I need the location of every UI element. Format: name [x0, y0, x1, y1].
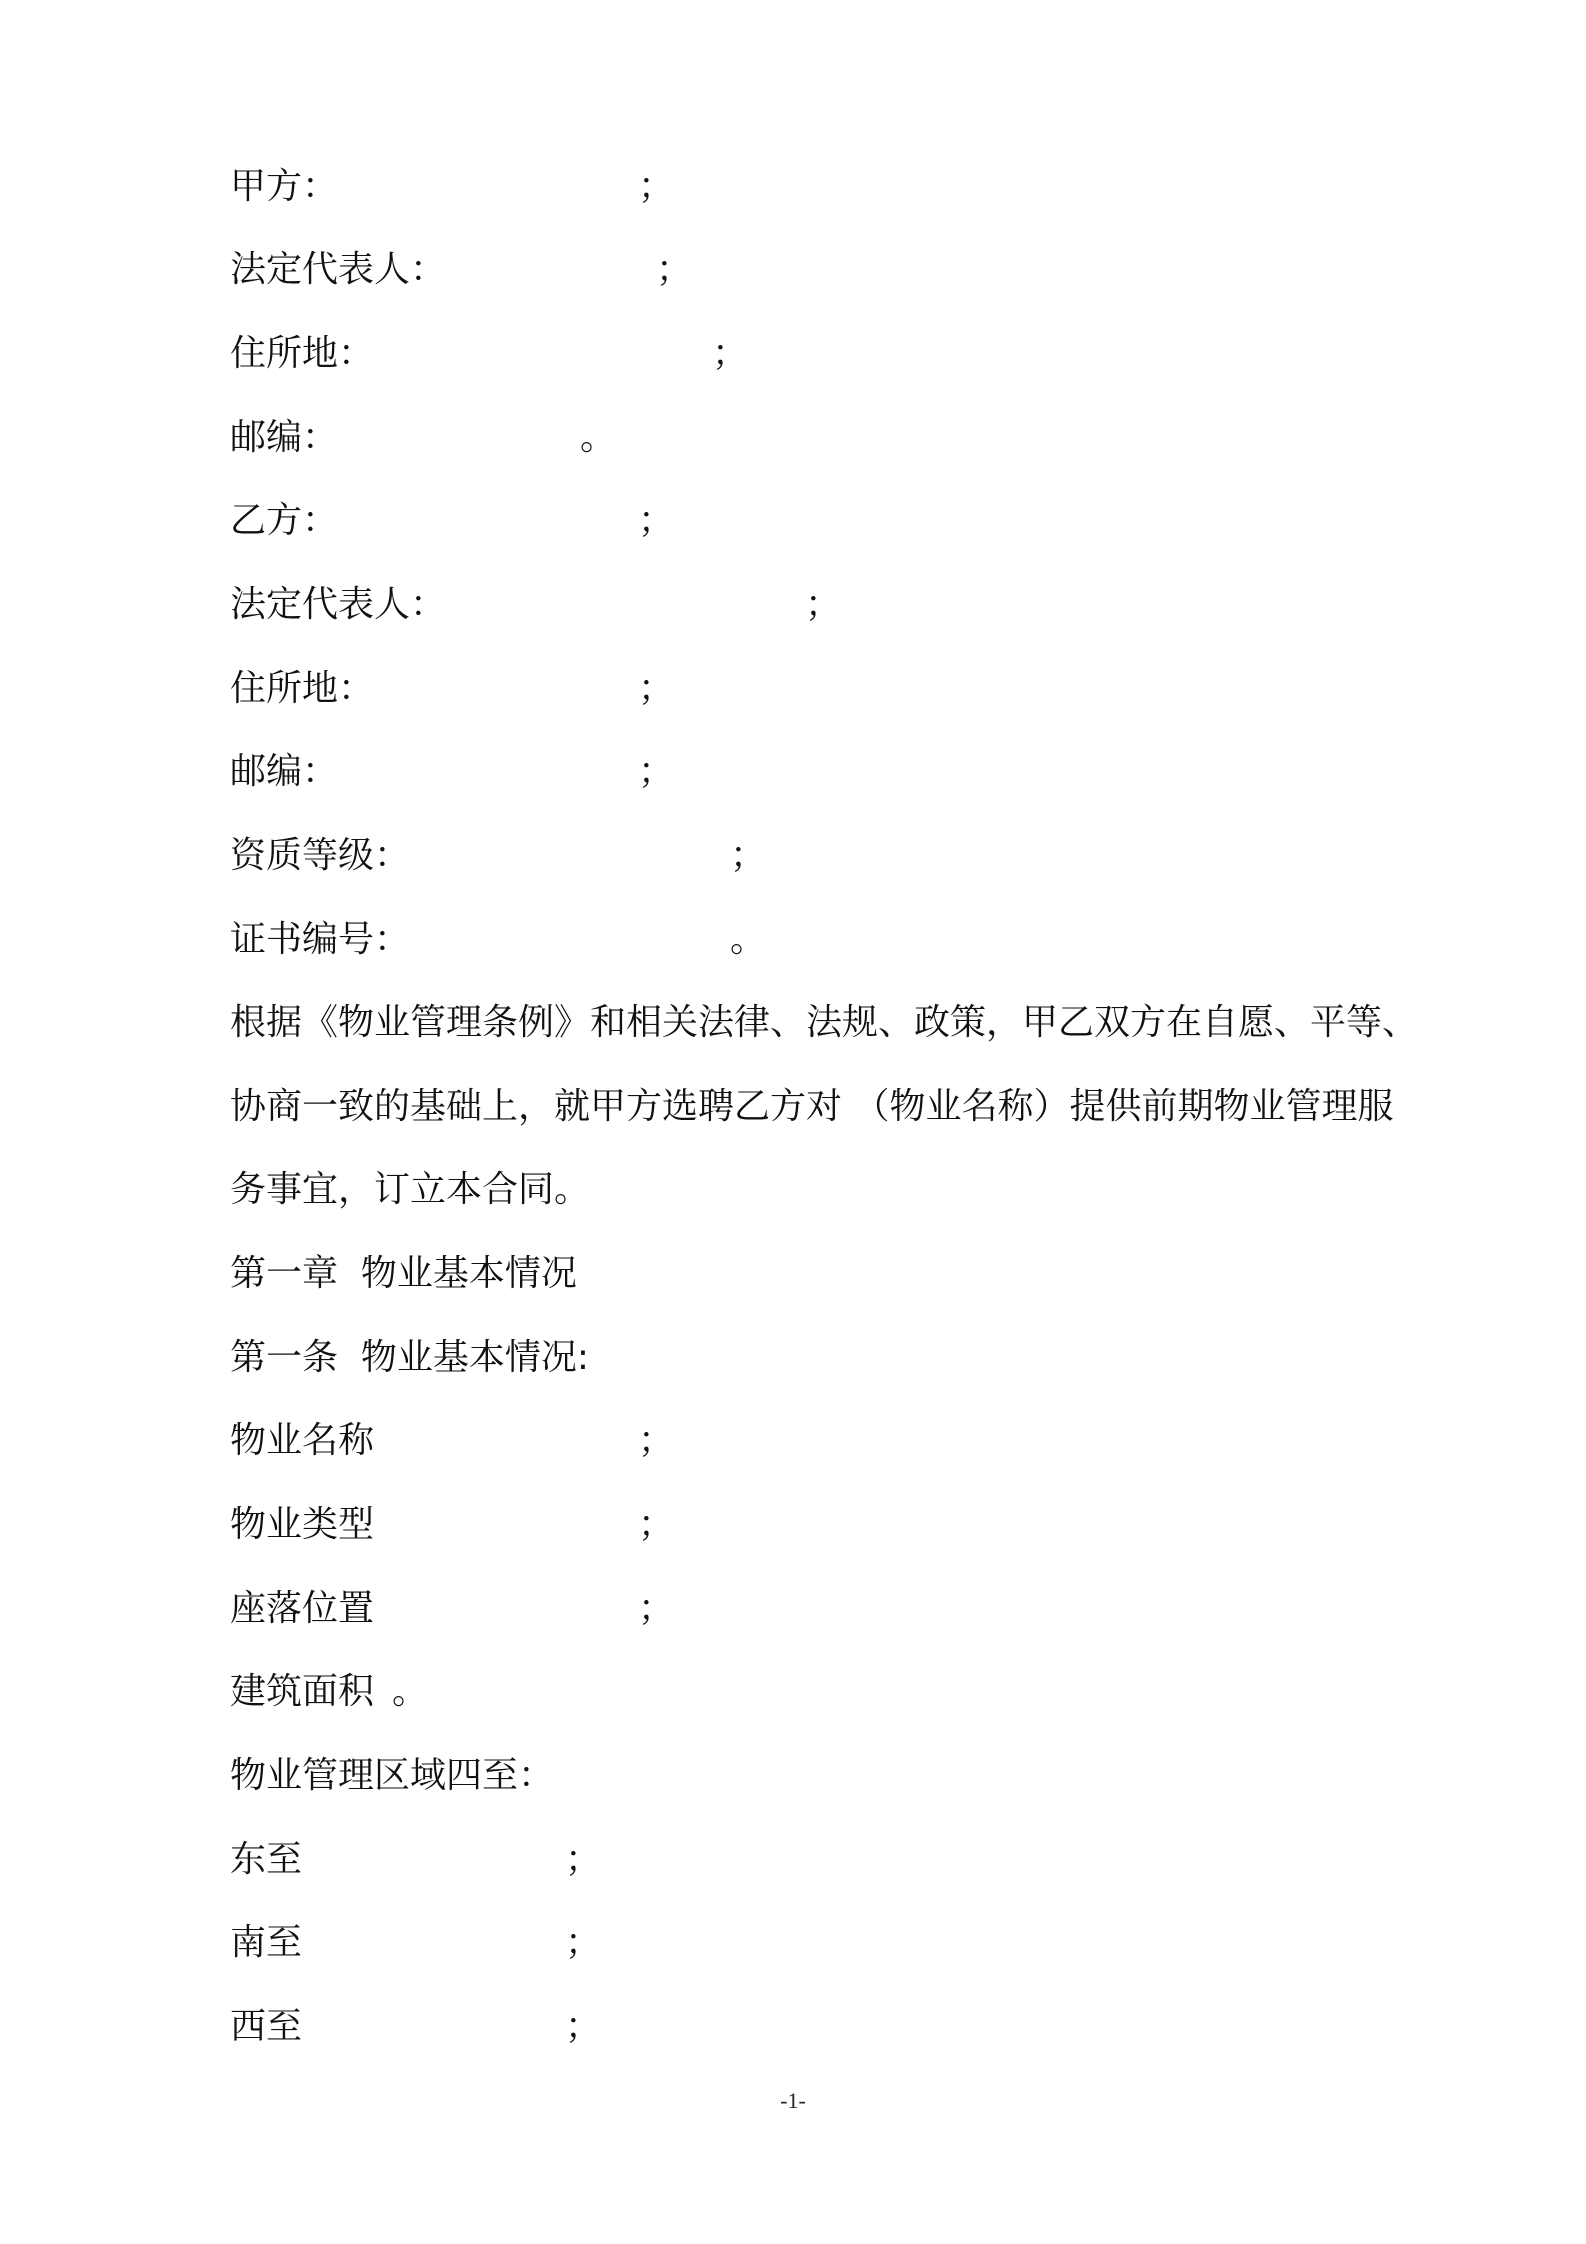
party-b-postcode-end: ； — [638, 751, 675, 792]
certificate-number-end: 。 — [730, 919, 767, 960]
property-name-label: 物业名称 — [230, 1420, 375, 1461]
article-title: 第一条 物业基本情况: — [230, 1337, 590, 1378]
party-a-address-end: ； — [712, 333, 749, 374]
party-b-representative-label: 法定代表人： — [230, 584, 447, 625]
west-boundary-end: ； — [565, 2006, 602, 2047]
property-type-label: 物业类型 — [230, 1504, 375, 1545]
party-a-postcode-label: 邮编： — [230, 417, 339, 458]
page-number: -1- — [780, 2088, 806, 2113]
party-b-label: 乙方： — [230, 500, 339, 541]
party-b-address-end: ； — [638, 668, 675, 709]
party-b-representative-end: ； — [805, 584, 842, 625]
party-b-address-label: 住所地： — [230, 668, 375, 709]
qualification-level-end: ； — [730, 835, 767, 876]
party-a-postcode-end: 。 — [580, 417, 617, 458]
south-boundary-end: ； — [565, 1922, 602, 1963]
east-boundary-label: 东至 — [230, 1839, 303, 1880]
building-area-end: 。 — [392, 1671, 429, 1712]
intro-line-3: 务事宜，订立本合同。 — [230, 1169, 591, 1210]
property-name-end: ； — [638, 1420, 675, 1461]
west-boundary-label: 西至 — [230, 2006, 303, 2047]
chapter-title: 第一章 物业基本情况 — [230, 1253, 577, 1294]
party-a-representative-label: 法定代表人： — [230, 249, 447, 290]
south-boundary-label: 南至 — [230, 1922, 303, 1963]
property-type-end: ； — [638, 1504, 675, 1545]
property-location-end: ； — [638, 1588, 675, 1629]
east-boundary-end: ； — [565, 1839, 602, 1880]
party-b-end: ； — [638, 500, 675, 541]
party-a-address-label: 住所地： — [230, 333, 375, 374]
property-location-label: 座落位置 — [230, 1588, 375, 1629]
intro-line-1: 根据《物业管理条例》和相关法律、法规、政策，甲乙双方在自愿、平等、 — [230, 1002, 1419, 1043]
party-a-label: 甲方： — [230, 166, 339, 207]
party-b-postcode-label: 邮编： — [230, 751, 339, 792]
certificate-number-label: 证书编号： — [230, 919, 411, 960]
boundary-title: 物业管理区域四至： — [230, 1755, 555, 1796]
party-a-representative-end: ； — [656, 249, 693, 290]
intro-line-2: 协商一致的基础上，就甲方选聘乙方对 （物业名称）提供前期物业管理服 — [230, 1086, 1394, 1127]
building-area-label: 建筑面积 — [230, 1671, 375, 1712]
qualification-level-label: 资质等级： — [230, 835, 411, 876]
party-a-end: ； — [638, 166, 675, 207]
